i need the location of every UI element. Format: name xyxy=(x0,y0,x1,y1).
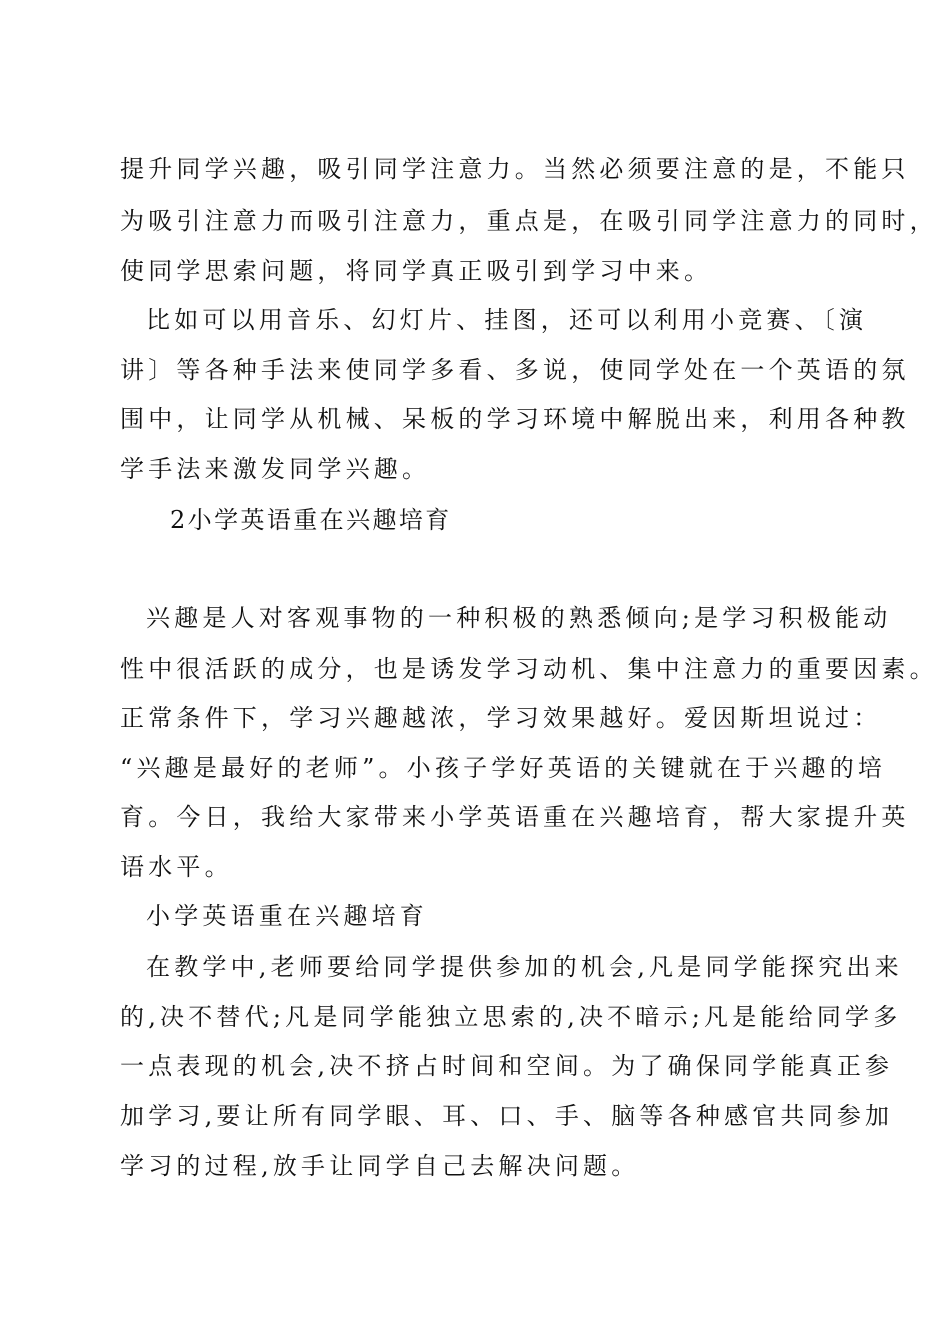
paragraph-line: 一点表现的机会,决不挤占时间和空间。为了确保同学能真正参 xyxy=(120,1052,894,1080)
paragraph-line: 讲〕等各种手法来使同学多看、多说，使同学处在一个英语的氛 xyxy=(120,356,910,384)
paragraph-line: 围中，让同学从机械、呆板的学习环境中解脱出来，利用各种教 xyxy=(120,405,910,433)
paragraph-line: 性中很活跃的成分，也是诱发学习动机、集中注意力的重要因素。 xyxy=(120,655,938,683)
section-heading: 2小学英语重在兴趣培育 xyxy=(170,506,452,534)
paragraph-line: 为吸引注意力而吸引注意力，重点是，在吸引同学注意力的同时， xyxy=(120,207,938,235)
paragraph-line: 加学习,要让所有同学眼、耳、口、手、脑等各种感官共同参加 xyxy=(120,1102,894,1130)
paragraph-line: 使同学思索问题，将同学真正吸引到学习中来。 xyxy=(120,257,713,285)
paragraph-line: 的,决不替代;凡是同学能独立思索的,决不暗示;凡是能给同学多 xyxy=(120,1003,902,1031)
paragraph-line: 比如可以用音乐、幻灯片、挂图，还可以利用小竞赛、〔演 xyxy=(146,306,868,334)
paragraph-line: 学习的过程,放手让同学自己去解决问题。 xyxy=(120,1152,640,1180)
paragraph-line: 语水平。 xyxy=(120,853,233,881)
section-heading: 小学英语重在兴趣培育 xyxy=(146,902,428,930)
paragraph-line: 育。今日，我给大家带来小学英语重在兴趣培育，帮大家提升英 xyxy=(120,803,910,831)
paragraph-line: 提升同学兴趣，吸引同学注意力。当然必须要注意的是，不能只 xyxy=(120,155,910,183)
paragraph-line: 在教学中,老师要给同学提供参加的机会,凡是同学能探究出来 xyxy=(146,953,903,981)
paragraph-line: 正常条件下，学习兴趣越浓，学习效果越好。爱因斯坦说过： xyxy=(120,704,882,732)
paragraph-line: “兴趣是最好的老师”。小孩子学好英语的关键就在于兴趣的培 xyxy=(120,754,887,782)
paragraph-line: 学手法来激发同学兴趣。 xyxy=(120,455,431,483)
paragraph-line: 兴趣是人对客观事物的一种积极的熟悉倾向;是学习积极能动 xyxy=(146,604,892,632)
